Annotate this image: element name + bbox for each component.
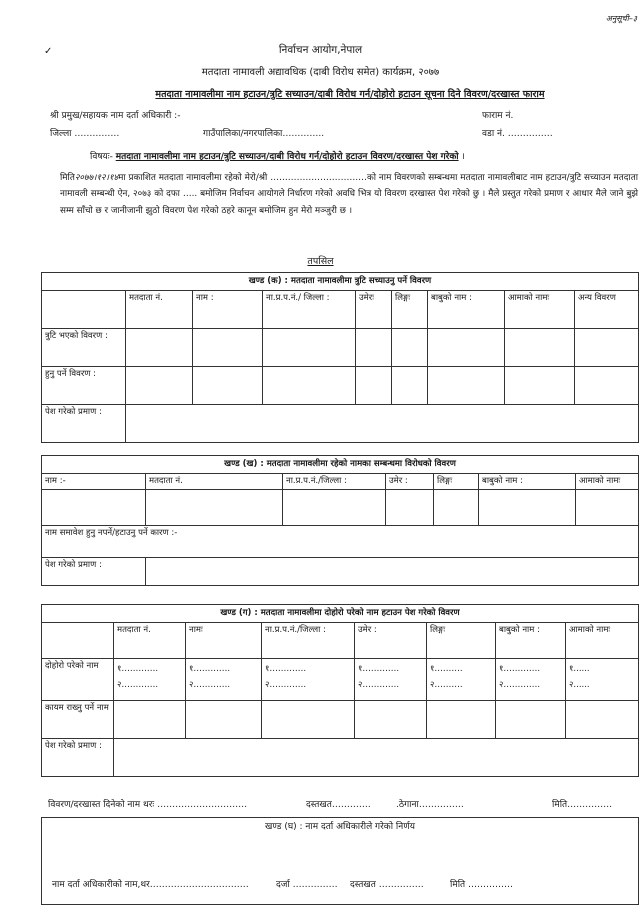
- ga-line-2: २......: [569, 679, 590, 690]
- ka-row-correct: हुनु पर्ने विवरण :: [42, 366, 126, 404]
- body-text: मा प्रकाशित मतदाता नामावलीमा रहेको मेरो/श्री ……………………………को नाम विवरणको सम्बन्धमा मतदाता नामावलीबाट नाम हटाउन/त्रुटि सच्याउन मतदाता नामावली सम्बन्धी ऐन, २०७३ को दफा ….. बमोजिम निर्वाचन आयोगले निर्धारण गरेको अवधि भित्र यो विवरण दरखास्त पेश गरेको छु । मैले प्रस्तुत गरेको प्रमाण र आधार मैले जाने बुझे सम्म साँचो छ र जानीजानी झुठो विवरण पेश गरेको ठहरे कानून बमोजिम हुन मेरो मञ्जुरी छ ।: [60, 173, 638, 216]
- program-title: मतदाता नामावली अद्यावधिक (दाबी विरोध समेत) कार्यक्रम, २०७७: [201, 67, 440, 78]
- ga-col-mother: आमाको नामः: [566, 622, 639, 658]
- kha-reason[interactable]: नाम समावेश हुनु नपर्ने/हटाउनु पर्ने कारण :-: [42, 525, 639, 557]
- subject-end: ।: [461, 152, 465, 162]
- ga-col-father: बाबुको नाम :: [496, 622, 566, 658]
- ga-col-age: उमेर :: [355, 622, 427, 658]
- handwritten-date: २०७७।१२।१४: [74, 173, 119, 183]
- subject-line: [90, 152, 465, 163]
- gha-signature[interactable]: दस्तखत ……………: [350, 880, 424, 890]
- ga-line-1: १......: [569, 663, 590, 674]
- ga-line-2: २……….: [430, 679, 463, 690]
- subject-label: विषयः-: [90, 152, 113, 162]
- ga-line-2: २………….: [499, 679, 541, 690]
- ka-col-other: अन्य विवरण: [575, 290, 639, 328]
- ga-line-1: १………….: [189, 663, 231, 674]
- ga-row-evidence: पेश गरेको प्रमाण :: [42, 738, 114, 776]
- ga-line-1: १………….: [265, 663, 307, 674]
- ga-row-duplicate: दोहोरो परेको नाम: [42, 658, 114, 700]
- section-ka-title: खण्ड (क) : मतदाता नामावलीमा त्रुटि सच्याउनु पर्ने विवरण: [42, 273, 639, 291]
- form-number: फाराम नं.: [482, 111, 514, 121]
- form-title: मतदाता नामावलीमा नाम हटाउन/त्रुटि सच्याउन/दाबी विरोध गर्न/दोहोरो हटाउन सूचना दिने विवरण/दरखास्त फाराम: [155, 89, 545, 100]
- gha-officer-name[interactable]: नाम दर्ता अधिकारीको नाम,थर……………………………: [52, 880, 249, 890]
- ga-line-1: १………….: [358, 663, 400, 674]
- ka-row-error: त्रुटि भएको विवरण :: [42, 328, 126, 366]
- tick-mark: ✓: [44, 46, 53, 57]
- subject-text: मतदाता नामावलीमा नाम हटाउन/त्रुटि सच्याउन/दाबी विरोध गर्न/दोहोरो हटाउन विवरण/दरखास्त पेश गरेको: [115, 152, 459, 162]
- section-ga-title: खण्ड (ग) : मतदाता नामावलीमा दोहोरो परेको नाम हटाउन पेश गरेको विवरण: [42, 605, 639, 623]
- section-gha-title: खण्ड (घ) : नाम दर्ता अधिकारीले गरेको निर्णय: [265, 822, 415, 832]
- section-kha-title: खण्ड (ख) : मतदाता नामावलीमा रहेको नामका सम्बन्धमा विरोधको विवरण: [42, 456, 639, 474]
- district-field: जिल्ला ……………: [50, 129, 120, 139]
- applicant-signature[interactable]: दस्तखत………….: [306, 800, 371, 810]
- ga-line-2: २………….: [265, 679, 307, 690]
- org-name: निर्वाचन आयोग,नेपाल: [278, 44, 363, 56]
- ka-col-mother: आमाको नामः: [505, 290, 575, 328]
- ga-line-1: १………….: [117, 663, 159, 674]
- ga-col-citizenship: ना.प्र.प.नं./जिल्ला :: [262, 622, 355, 658]
- kha-col-father: बाबुको नाम :: [479, 473, 576, 489]
- ka-col-name: नाम :: [193, 290, 263, 328]
- ga-line-1: १………….: [499, 663, 541, 674]
- officer-address: श्री प्रमुख/सहायक नाम दर्ता अधिकारी :-: [50, 111, 181, 121]
- section-ka-table: [41, 272, 639, 443]
- ga-line-2: २………….: [117, 679, 159, 690]
- kha-col-gender: लिङ्गः: [434, 473, 479, 489]
- kha-evidence-label: पेश गरेको प्रमाण :: [42, 557, 146, 585]
- date-prefix: मिति: [60, 173, 75, 183]
- ga-line-2: २………….: [189, 679, 231, 690]
- kha-col-citizenship: ना.प्र.प.नं./जिल्ला :: [283, 473, 386, 489]
- ga-line-2: २………….: [358, 679, 400, 690]
- gha-rank[interactable]: दर्जा ……………: [276, 880, 338, 890]
- ka-col-gender: लिङ्गः: [392, 290, 428, 328]
- section-kha-table: [41, 455, 639, 586]
- gha-date[interactable]: मिति ……………: [450, 880, 514, 890]
- ga-col-voter-no: मतदाता नं.: [114, 622, 186, 658]
- applicant-address[interactable]: .ठेगाना……………: [396, 800, 464, 810]
- municipality-field: गाउँपालिका/नगरपालिका…………..: [203, 129, 325, 139]
- kha-col-name: नाम :-: [42, 473, 146, 489]
- ka-row-evidence: पेश गरेको प्रमाण :: [42, 404, 126, 442]
- ga-row-keep: कायम राख्नु पर्ने नाम: [42, 700, 114, 738]
- applicant-date[interactable]: मिति……………: [552, 800, 613, 810]
- ward-field: वडा नं. ……………: [482, 129, 553, 139]
- ga-col-gender: लिङ्गः: [427, 622, 496, 658]
- section-ga-table: [41, 604, 639, 777]
- ga-line-1: १……….: [430, 663, 463, 674]
- ka-col-father: बाबुको नाम :: [428, 290, 505, 328]
- annex-label: अनुसूची–३: [605, 14, 637, 23]
- kha-col-age: उमेर :: [386, 473, 434, 489]
- body-paragraph: [60, 170, 638, 219]
- applicant-name[interactable]: विवरण/दरखास्त दिनेको नाम थरः …………………………: [48, 800, 248, 810]
- ka-col-citizenship: ना.प्र.प.नं./ जिल्ला :: [263, 290, 356, 328]
- ga-col-name: नामः: [186, 622, 262, 658]
- ka-col-age: उमेरः: [356, 290, 392, 328]
- kha-col-voter-no: मतदाता नं.: [146, 473, 283, 489]
- schedule-label: तपसिल: [307, 256, 334, 267]
- ka-col-voter-no: मतदाता नं.: [126, 290, 193, 328]
- kha-col-mother: आमाको नामः: [576, 473, 639, 489]
